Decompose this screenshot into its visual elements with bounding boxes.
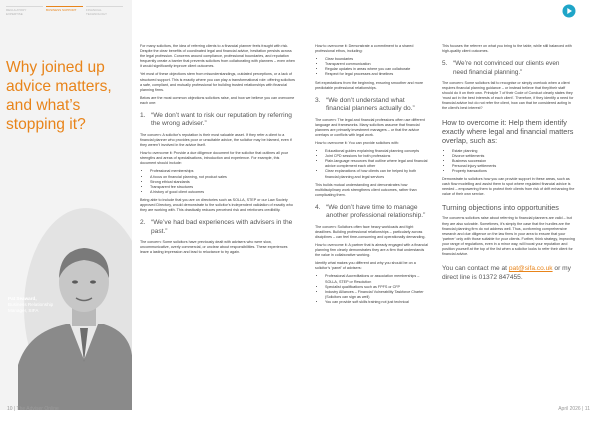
contact-text: You can contact me at <box>442 265 508 273</box>
contact-phone-text: or my direct line is 01372 847455. <box>442 265 571 281</box>
objection-text: “We don’t understand what financial planners actually do.” <box>326 96 415 113</box>
footer-right-folio: April 2026 | 11 <box>558 406 590 412</box>
bullet-list <box>315 149 428 180</box>
objection-heading-5 <box>442 60 575 77</box>
list-item: • Property transactions <box>452 169 575 174</box>
list-item: • Clear boundaries <box>325 57 428 62</box>
paragraph: How to overcome it: Demonstrate a commitment to a shared professional ethos, including: <box>315 44 414 54</box>
contact-callout <box>442 265 575 282</box>
list-item: • Clear explanations of how clients can be helped by both financial planning and legal services <box>325 169 428 179</box>
objection-heading-3 <box>315 97 428 114</box>
paragraph: Yet most of these objections stem from misunderstandings, outdated perceptions, or a lack of structured support. This is exactly where you can play a transformational role: offering solicitors a safe, compliant, and mutually professional for building trusted relationships with financial planning firms. <box>140 72 296 92</box>
paragraph: This builds mutual understanding and demonstrates how multidisciplinary work strengthens client outcomes, rather than complicating them. <box>315 182 417 197</box>
left-panel <box>0 0 132 410</box>
subheading-overlap: How to overcome it: Help them identify exactly where legal and financial matters overlap, such as: <box>442 117 574 145</box>
objection-heading-4 <box>315 204 428 221</box>
author-byline <box>8 296 53 314</box>
list-item: • Professional Accreditations or association memberships – SOLLA, STEP or Resolution <box>325 274 428 284</box>
objection-number: 1. <box>140 112 146 120</box>
list-item: • Strong ethical standards <box>150 180 296 185</box>
paragraph: The concern: Some solicitors have previously dealt with advisers who were slow, uncommunicative, overly commercial, or unclear about responsibilities. These experiences leave a lasting impression and lead to reluctance to try again. <box>140 239 288 255</box>
list-item: • Respect for legal processes and timelines <box>325 72 428 77</box>
author-org: Manager, SIFA <box>8 308 39 313</box>
objection-number: 4. <box>315 203 321 211</box>
paragraph: The concerns solicitors raise about referring to financial planners are valid – but they are also solvable. Sometimes, it’s simply the case that the hurdles are the financial planning firm do not address well. Thus, conforming comprehensive research and due diligence on the law firms in your area to ensure that your ‘partner’ only with those suitable for your clients. Further, think strategy, improving your range of regulations, even in a minor way, will boost your reputation and position yourself at the top of the list when a solicitor looks to refer their client for financial advice. <box>442 216 575 257</box>
paragraph: The concern: A solicitor’s reputation is their most valuable asset. If they refer a client to a financial planner who provides poor or unsuitable advice, the solicitor may be blamed, even if they weren’t involved in the advice itself. <box>140 132 292 148</box>
footer-left-folio: 10 | The Adviser Online <box>7 406 59 412</box>
paragraph: How to overcome it: A partner that is already engaged with a financial planning firm clearly demonstrates they are a firm that understands the value in collaborative working. <box>315 242 428 258</box>
list-item: • Specialist qualifications such as FPFS or CFP <box>325 285 428 290</box>
brand-logo-icon <box>562 4 576 18</box>
paragraph: The concern: Some solicitors fail to recognise or simply overlook when a client requires financial planning guidance – or instead believe that they/their staff should do it on their own. Principle 7 of their Code of Conduct clearly states they ‘must act in the best interests of each client’. Therefore, if they identify a need for financial advice but do not refer the client, how can that be considered acting in the client’s best interest? <box>442 81 574 111</box>
paragraph: How to overcome it: Provide a due diligence document for the solicitor that outlines all your strengths and areas of specialisations, introduction and experience. For example, this document should include: <box>140 151 288 166</box>
objection-heading-2 <box>140 219 296 236</box>
list-item: • Personal injury settlements <box>452 164 575 169</box>
list-item: • Industry Alliances – Financial Vulnerability Taskforce Charter (Solicitors can sign as well) <box>325 290 428 300</box>
paragraph: Below are the most common objections solicitors raise, and how we believe you can overcome each one: <box>140 95 295 105</box>
paragraph: Demonstrate to solicitors how you can provide support in these areas, such as cash flow modelling and assist them to spot where regulated financial advice is needed – empowering them to protect their clients from risk of drift enhancing the value of their own service. <box>442 177 575 197</box>
objection-number: 2. <box>140 219 146 227</box>
paragraph: Set expectations from the beginning, ensuring smoother and more predictable professional relationships. <box>315 80 424 90</box>
bullet-list <box>140 169 296 194</box>
paragraph: Being able to include that you are on directories such as SOLLA, STEP or our Law Society approved Directory, would demonstrate to the solicitor’s independent validation of exactly who they are working with. This drastically reduces perceived risk and reinforces credibility. <box>140 197 293 213</box>
tab-regulatory-expertise[interactable]: REGULATORY EXPERTISE <box>6 6 43 16</box>
page-footer <box>0 406 600 424</box>
article-headline: Why joined up advice matters, and what’s stopping it? <box>6 59 112 133</box>
bullet-list <box>315 274 428 305</box>
intro-paragraph: For many solicitors, the idea of referring clients to a financial planner feels fraught with risk. Despite the clear benefits of coordinated legal and financial advice, hesitation persists across the legal profession. Concerns around compliance, professional boundaries, and reputation frequently create a barrier that prevents solicitors from collaborating with planners – even when it would significantly improve client outcomes. <box>140 44 295 69</box>
bullet-list <box>315 57 428 77</box>
section-tabs <box>6 6 126 16</box>
paragraph: Identify what makes you different and why you should be on a solicitor’s ‘panel’ of advisers: <box>315 261 416 271</box>
article-column-3 <box>442 44 575 282</box>
list-item: • Estate planning <box>452 149 575 154</box>
paragraph: How to overcome it: You can provide solicitors with: <box>315 140 399 145</box>
author-role: Business Relationship <box>8 302 54 307</box>
list-item: • A focus on financial planning, not product sales <box>150 175 296 180</box>
list-item: • You can provide soft skills training not just technical <box>325 300 428 305</box>
list-item: • Transparent communication <box>325 62 428 67</box>
article-column-1 <box>140 44 296 258</box>
objection-number: 5. <box>442 60 448 68</box>
list-item: • Educational guides explaining financial planning concepts <box>325 149 428 154</box>
paragraph: The concern: The legal and financial professions often use different language and frameworks. Many solicitors assume that financial planners are primarily investment managers – or that the advice overlaps or conflicts with legal work. <box>315 117 425 137</box>
list-item: • Divorce settlements <box>452 154 575 159</box>
list-item: • Business succession <box>452 159 575 164</box>
objection-number: 3. <box>315 96 321 104</box>
list-item: • Joint CPD sessions for both professions <box>325 154 428 159</box>
tab-financial-technology[interactable]: FINANCIAL TECHNOLOGY <box>86 6 123 16</box>
list-item: • A history of good client outcomes <box>150 190 296 195</box>
paragraph: This focuses the referrer on what you bring to the table, while still balanced with high-quality client outcomes. <box>442 44 572 54</box>
objection-text: “We’re not convinced our clients even need financial planning.” <box>453 60 560 76</box>
author-name: Pat Seaward, <box>8 296 37 301</box>
objection-text: “We don’t want to risk our reputation by referring the wrong adviser.” <box>151 112 292 128</box>
list-item: • Professional memberships <box>150 169 296 174</box>
tab-business-support[interactable]: BUSINESS SUPPORT <box>46 6 83 16</box>
list-item: • Transparent fee structures <box>150 185 296 190</box>
bullet-list <box>442 149 575 174</box>
list-item: • Plain-language resources that outline where legal and financial advice complement each other <box>325 159 428 169</box>
list-item: • Regular updates in areas where you can collaborate <box>325 67 428 72</box>
email-link[interactable]: pat@sifa.co.uk <box>508 265 553 273</box>
paragraph: The concern: Solicitors often face heavy workloads and tight deadlines. Building professional relationships – particularly across disciplines – can feel time-consuming and operationally demanding. <box>315 224 426 239</box>
objection-text: “We don’t have time to manage another professional relationship.” <box>326 203 426 220</box>
objection-text: “We’ve had bad experiences with advisers in the past.” <box>151 219 293 235</box>
subheading-opportunities: Turning objections into opportunities <box>442 203 559 213</box>
objection-heading-1 <box>140 112 296 129</box>
article-column-2 <box>315 44 428 308</box>
